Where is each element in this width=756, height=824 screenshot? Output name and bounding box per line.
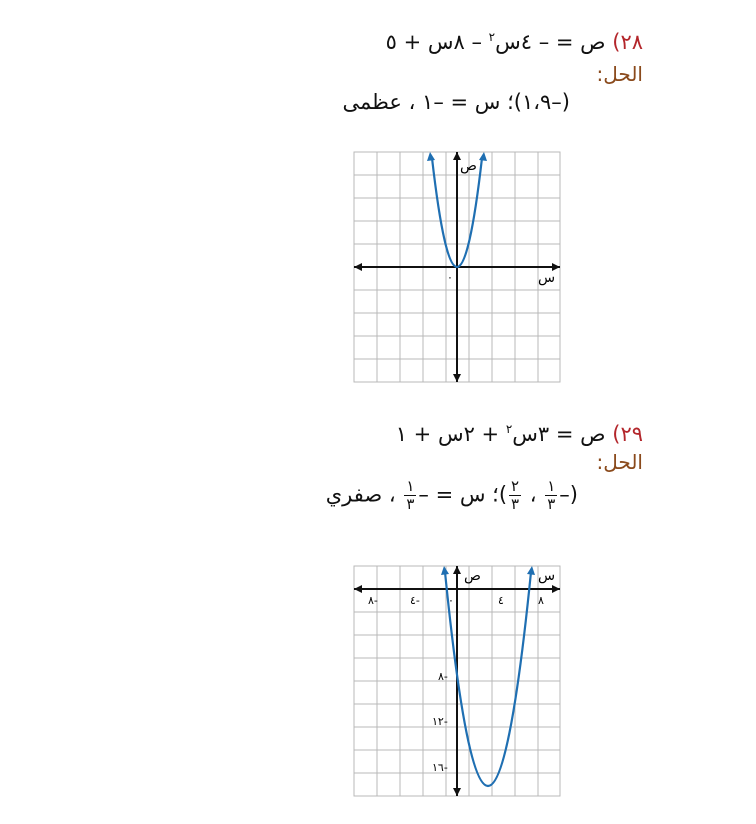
- graph-29: [354, 566, 560, 796]
- y-axis-arrow-down: [453, 788, 461, 796]
- origin-label: ٠: [447, 271, 453, 284]
- answer-open: (–: [559, 482, 578, 507]
- fraction-denominator: ٣: [511, 495, 520, 513]
- y-axis-label: ص: [464, 568, 481, 584]
- solution-label: الحل:: [596, 450, 643, 474]
- answer-end: ، صفري: [325, 482, 403, 507]
- equation-tail: – ٨س + ٥: [385, 30, 489, 54]
- x-tick-label: ٤-: [410, 594, 420, 607]
- equation-exponent: ٢: [488, 30, 496, 44]
- curve-arrow-left: [427, 152, 435, 161]
- fraction-numerator: ١: [547, 477, 556, 495]
- x-tick-label: ٠: [448, 594, 454, 607]
- solution-label: الحل:: [596, 62, 643, 86]
- y-axis-arrow-up: [453, 566, 461, 574]
- x-axis-arrow-right: [552, 585, 560, 593]
- problem-28-statement: [386, 30, 643, 54]
- answer-mid: )؛ س = –: [418, 482, 508, 507]
- equation-lead: ص = – ٤س: [495, 30, 606, 54]
- equation-tail: + ٢س + ١: [395, 422, 506, 446]
- fraction-numerator: ١: [406, 477, 415, 495]
- y-tick-label: ١٢-: [432, 715, 448, 728]
- fraction: [404, 478, 416, 513]
- problem-number: ٢٩): [612, 422, 643, 446]
- graph-28: [354, 152, 560, 382]
- x-tick-label: ٨-: [368, 594, 378, 607]
- fraction: [545, 478, 557, 513]
- fraction: [509, 478, 521, 513]
- x-axis-arrow-left: [354, 585, 362, 593]
- x-tick-label: ٤: [498, 594, 504, 607]
- fraction-denominator: ٣: [406, 495, 415, 513]
- fraction-denominator: ٣: [547, 495, 556, 513]
- x-axis-arrow-left: [354, 263, 362, 271]
- problem-number: ٢٨): [612, 30, 643, 54]
- answer-sep: ،: [523, 482, 544, 507]
- fraction-numerator: ٢: [511, 477, 520, 495]
- y-tick-label: ٨-: [438, 670, 448, 683]
- equation-lead: ص = ٣س: [512, 422, 606, 446]
- x-axis-label: س: [538, 568, 556, 584]
- curve-arrow-right: [527, 566, 535, 575]
- y-tick-label: ١٦-: [432, 761, 448, 774]
- curve-arrow-left: [441, 566, 449, 575]
- problem-29-answer: [326, 478, 578, 513]
- curve-arrow-right: [479, 152, 487, 161]
- y-axis-arrow-down: [453, 374, 461, 382]
- problem-28-answer: (–١،٩)؛ س = –١ ، عظمى: [342, 90, 570, 114]
- problem-29-statement: [396, 422, 643, 446]
- equation-exponent: ٢: [505, 422, 513, 436]
- x-tick-label: ٨: [538, 594, 544, 607]
- x-axis-label: س: [538, 270, 556, 286]
- y-axis-label: ص: [460, 158, 477, 174]
